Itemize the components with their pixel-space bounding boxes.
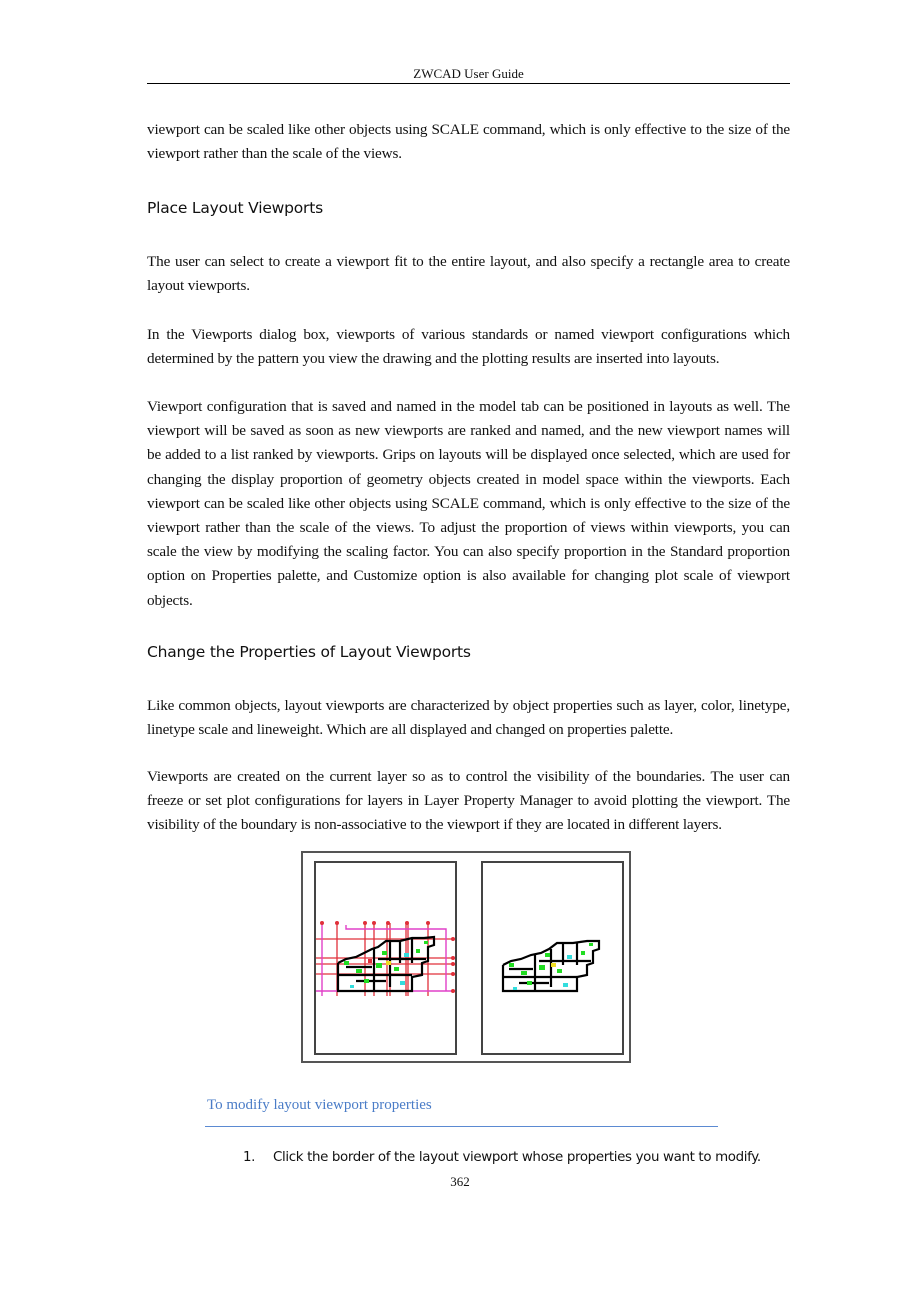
paragraph-place-1: The user can select to create a viewport fit to the entire layout, and also specify a rectangle area to create layout viewports. [147,253,790,295]
procedure-step [243,1150,761,1165]
procedure-divider [205,1126,718,1127]
paragraph-place-2: In the Viewports dialog box, viewports of various standards or named viewport configurations which determined by the pattern you view the drawing and the plotting results are inserted into layouts. [147,326,790,368]
section-heading-change-properties: Change the Properties of Layout Viewports [147,643,471,661]
paragraph-place-3: Viewport configuration that is saved and named in the model tab can be positioned in layouts as well. The viewport will be saved as soon as new viewports are ranked and named, and the new viewport names will be added to a list ranked by viewports. Grips on layouts will be displayed once selected, which are used for changing the display proportion of geometry objects created in model space within the viewports. Each viewport can be scaled like other objects using SCALE command, which is only effective to the size of the viewport rather than the scale of the views. To adjust the proportion of views within viewports, you can scale the view by modifying the scaling factor. You can also specify proportion in the Standard proportion option on Properties palette, and Customize option is also available for changing plot scale of viewport objects. [147,398,790,609]
page-header: ZWCAD User Guide [147,64,790,84]
floor-plan-without-grid-image [483,863,622,1053]
floor-plan-with-grid-image [316,863,455,1053]
paragraph-change-1: Like common objects, layout viewports are characterized by object properties such as layer, color, linetype, linetype scale and lineweight. Which are all displayed and changed on properties palette. [147,697,790,739]
viewport-comparison-figure [301,851,631,1063]
section-heading-place-layout-viewports: Place Layout Viewports [147,199,323,217]
layout-viewport-with-grid [314,861,457,1055]
procedure-title: To modify layout viewport properties [207,1097,432,1113]
paragraph-change-2: Viewports are created on the current layer so as to control the visibility of the boundaries. The user can freeze or set plot configurations for layers in Layer Property Manager to avoid plotting the viewport. The visibility of the boundary is non-associative to the viewport if they are located in different layers. [147,768,790,834]
layout-viewport-without-grid [481,861,624,1055]
intro-paragraph: viewport can be scaled like other objects using SCALE command, which is only effective to the size of the viewport rather than the scale of the views. [147,121,790,163]
page-number: 362 [450,1174,470,1189]
step-text: Click the border of the layout viewport whose properties you want to modify. [273,1150,761,1165]
step-number: 1. [243,1150,256,1165]
